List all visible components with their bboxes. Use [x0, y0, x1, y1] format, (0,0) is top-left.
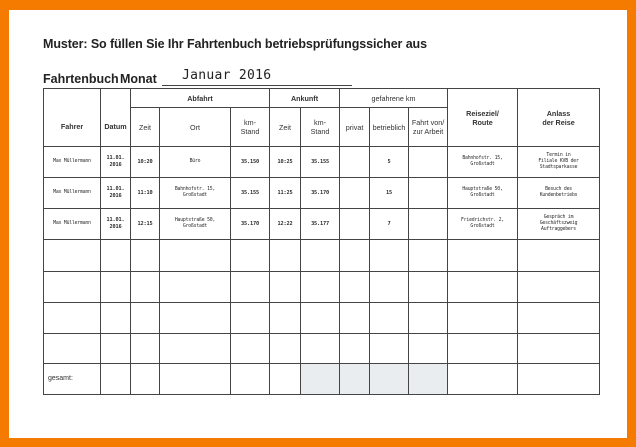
header-fahrer-top — [44, 89, 101, 108]
cell-fahrt-arbeit — [409, 209, 448, 240]
cell-ort: Büro — [160, 147, 231, 178]
cell-privat — [340, 209, 370, 240]
header-fahrt-arbeit: Fahrt von/ zur Arbeit — [409, 108, 448, 147]
header-datum-top — [101, 89, 131, 108]
header-gefahrene-km: gefahrene km — [340, 89, 448, 108]
cell-zeit-abfahrt: 11:10 — [131, 178, 160, 209]
header-fahrer: Fahrer — [44, 108, 101, 147]
cell-reiseziel: Friedrichstr. 2, Großstadt — [448, 209, 518, 240]
header-row-1 — [44, 89, 600, 108]
total-label: gesamt: — [44, 364, 101, 395]
header-km-stand-abfahrt: km- Stand — [231, 108, 270, 147]
header-ankunft: Ankunft — [270, 89, 340, 108]
cell-fahrer: Max Müllermann — [44, 147, 101, 178]
cell-datum: 11.01. 2016 — [101, 209, 131, 240]
empty-row — [44, 334, 600, 364]
cell-km-ankunft: 35.155 — [301, 147, 340, 178]
cell-km-abfahrt: 35.150 — [231, 147, 270, 178]
header-betrieblich: betrieblich — [370, 108, 409, 147]
monat-underline — [162, 85, 352, 86]
cell-betrieblich: 7 — [370, 209, 409, 240]
cell-ort: Bahnhofstr. 15, Großstadt — [160, 178, 231, 209]
cell-privat — [340, 147, 370, 178]
header-abfahrt: Abfahrt — [131, 89, 270, 108]
cell-anlass: Besuch des Kundenbetriebs — [518, 178, 600, 209]
cell-reiseziel: Hauptstraße 50, Großstadt — [448, 178, 518, 209]
header-reiseziel: Reiseziel/ Route — [448, 89, 518, 147]
header-zeit-ankunft: Zeit — [270, 108, 301, 147]
total-row — [44, 364, 600, 395]
table-row — [44, 209, 600, 240]
cell-km-abfahrt: 35.155 — [231, 178, 270, 209]
table-row — [44, 178, 600, 209]
cell-km-ankunft: 35.177 — [301, 209, 340, 240]
cell-fahrt-arbeit — [409, 147, 448, 178]
fahrtenbuch-label: Fahrtenbuch — [43, 72, 119, 86]
cell-datum: 11.01. 2016 — [101, 147, 131, 178]
empty-row — [44, 240, 600, 272]
cell-zeit-ankunft: 12:22 — [270, 209, 301, 240]
cell-betrieblich: 15 — [370, 178, 409, 209]
monat-value: Januar 2016 — [182, 68, 272, 83]
empty-row — [44, 303, 600, 334]
cell-km-ankunft: 35.170 — [301, 178, 340, 209]
cell-fahrer: Max Müllermann — [44, 178, 101, 209]
header-privat: privat — [340, 108, 370, 147]
cell-anlass: Termin in Filiale KVB der Stadtsparkasse — [518, 147, 600, 178]
header-datum: Datum — [101, 108, 131, 147]
total-cell-arbeit — [409, 364, 448, 395]
page-title: Muster: So füllen Sie Ihr Fahrtenbuch betriebsprüfungssicher aus — [43, 37, 427, 51]
total-cell-betrieblich — [370, 364, 409, 395]
cell-km-abfahrt: 35.170 — [231, 209, 270, 240]
logbook-table — [43, 88, 600, 395]
cell-datum: 11.01. 2016 — [101, 178, 131, 209]
cell-zeit-ankunft: 11:25 — [270, 178, 301, 209]
cell-zeit-abfahrt: 12:15 — [131, 209, 160, 240]
cell-zeit-abfahrt: 10:20 — [131, 147, 160, 178]
header-zeit-abfahrt: Zeit — [131, 108, 160, 147]
total-cell-km — [301, 364, 340, 395]
cell-zeit-ankunft: 10:25 — [270, 147, 301, 178]
total-cell-privat — [340, 364, 370, 395]
empty-row — [44, 272, 600, 303]
cell-ort: Hauptstraße 50, Großstadt — [160, 209, 231, 240]
cell-privat — [340, 178, 370, 209]
cell-reiseziel: Bahnhofstr. 15, Großstadt — [448, 147, 518, 178]
cell-betrieblich: 5 — [370, 147, 409, 178]
cell-anlass: Gespräch im Geschäftszweig Auftraggebers — [518, 209, 600, 240]
header-km-stand-ankunft: km- Stand — [301, 108, 340, 147]
header-anlass: Anlass der Reise — [518, 89, 600, 147]
cell-fahrer: Max Müllermann — [44, 209, 101, 240]
monat-label: Monat — [120, 72, 157, 86]
table-row — [44, 147, 600, 178]
header-ort: Ort — [160, 108, 231, 147]
cell-fahrt-arbeit — [409, 178, 448, 209]
